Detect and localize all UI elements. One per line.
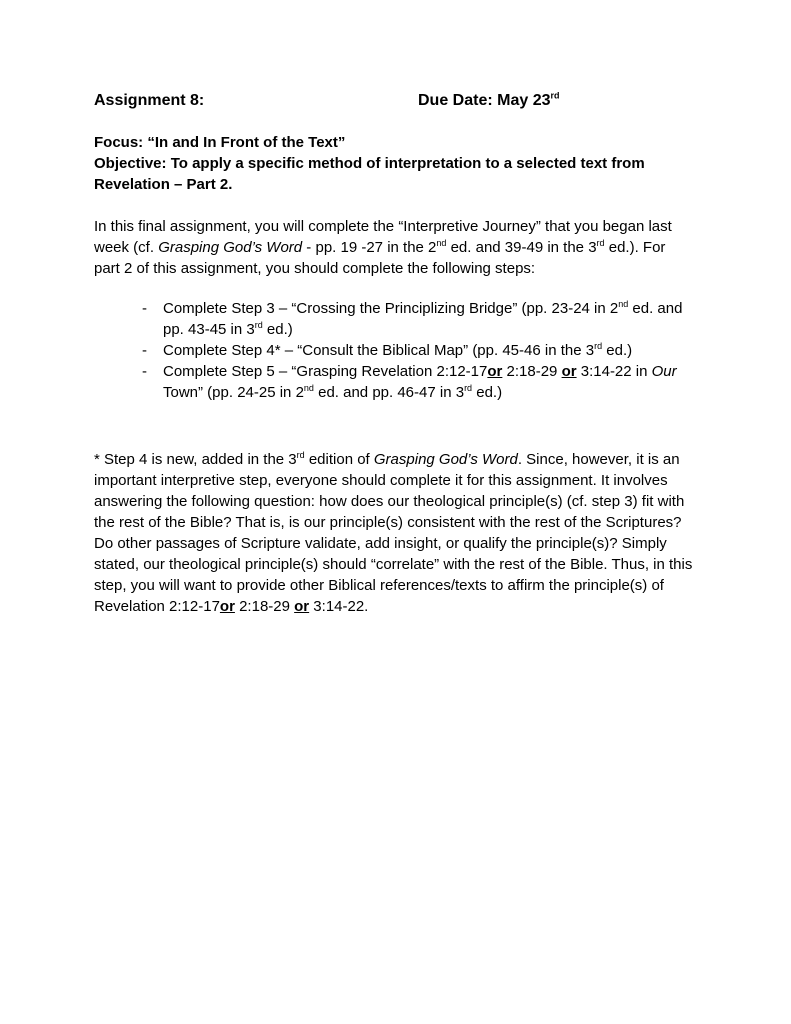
list-item: - Complete Step 4* – “Consult the Biblical Map” (pp. 45-46 in the 3rd ed.): [142, 341, 633, 359]
document-page: [94, 92, 694, 617]
steps-list: [94, 298, 694, 403]
bullet-dash: -: [142, 300, 147, 317]
bullet-dash: -: [142, 363, 147, 380]
list-item: - Complete Step 3 – “Crossing the Principlizing Bridge” (pp. 23-24 in 2nd ed. and pp. 43-45 in 3rd ed.): [142, 299, 683, 338]
due-date: Due Date: May 23rd: [418, 90, 560, 109]
footnote-paragraph: * Step 4 is new, added in the 3rd edition of Grasping God’s Word. Since, however, it is an important interpretive step, everyone should complete it for this assignment. It involves answering the following question: how does our theological principle(s) (cf. step 3) fit with the rest of the Bible? That is, is our principle(s) consistent with the rest of the Scriptures? Do other passages of Scripture validate, add insight, or qualify the principle(s)? Simply stated, our theological principle(s) should “correlate” with the rest of the Bible. Thus, in this step, you will want to provide other Biblical references/texts to affirm the principle(s) of Revelation 2:12-17or 2:18-29 or 3:14-22.: [94, 450, 693, 615]
assignment-header: [94, 92, 694, 118]
book-title: Grasping God’s Word: [158, 239, 303, 256]
list-item: - Complete Step 5 – “Grasping Revelation 2:12-17or 2:18-29 or 3:14-22 in Our Town” (pp. 24-25 in 2nd ed. and pp. 46-47 in 3rd ed.): [142, 363, 677, 401]
objective-line: Objective: To apply a specific method of interpretation to a selected text from Revelation – Part 2.: [94, 155, 645, 193]
bullet-dash: -: [142, 342, 147, 359]
focus-line: Focus: “In and In Front of the Text”: [94, 134, 346, 151]
assignment-title: Assignment 8:: [94, 92, 205, 109]
book-title: Grasping God’s Word: [373, 451, 518, 468]
focus-objective-block: [94, 132, 694, 195]
intro-paragraph: In this final assignment, you will complete the “Interpretive Journey” that you began last week (cf. Grasping God’s Word - pp. 19 -27 in the 2nd ed. and 39-49 in the 3rd ed.). For part 2 of this assignment, you should complete the following steps:: [94, 218, 672, 277]
